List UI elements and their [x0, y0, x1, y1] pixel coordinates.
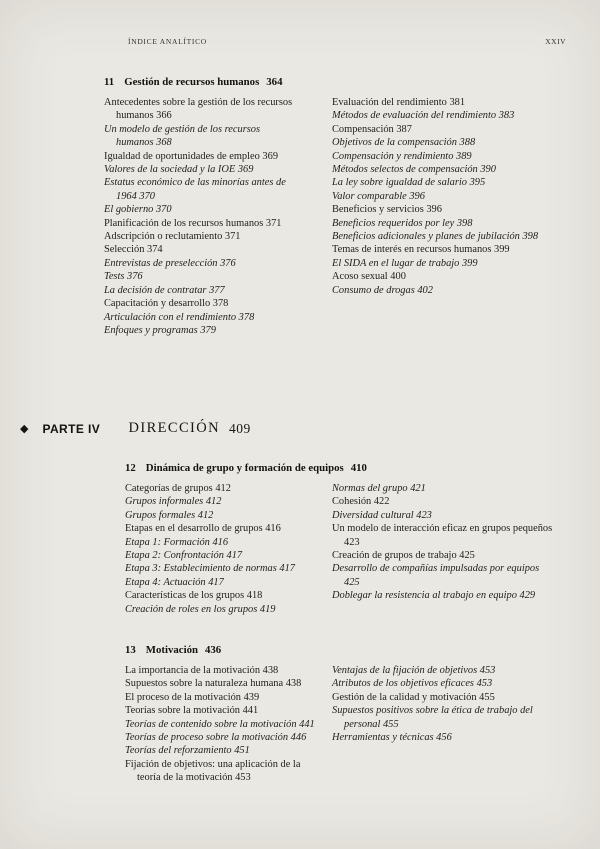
toc-entry-label: El SIDA en el lugar de trabajo — [332, 257, 462, 269]
toc-entry — [332, 704, 556, 731]
toc-entry — [125, 731, 320, 744]
part-label: PARTE IV — [42, 421, 101, 436]
toc-entry-label: Beneficios adicionales y planes de jubilación — [332, 231, 523, 243]
toc-entry-page: 422 — [373, 496, 390, 508]
toc-entry-page: 383 — [498, 110, 515, 122]
toc-entry — [104, 257, 300, 270]
toc-entry-page: 446 — [290, 732, 307, 744]
toc-entry-page: 417 — [208, 576, 224, 588]
toc-entry-label: La importancia de la motivación — [125, 665, 263, 676]
toc-entry-label: Etapa 2: Confrontación — [125, 550, 227, 562]
toc-entry-label: Valor comparable — [332, 190, 410, 202]
toc-entry — [332, 163, 556, 176]
toc-entry-page: 368 — [156, 137, 172, 149]
chapter-title: Gestión de recursos humanos — [124, 76, 260, 88]
toc-entry — [104, 270, 300, 283]
toc-entry — [332, 150, 556, 163]
chapter-heading — [125, 644, 556, 657]
toc-entry-label: Igualdad de oportunidades de empleo — [104, 150, 263, 162]
toc-entry — [332, 109, 556, 122]
toc-entry — [104, 297, 300, 310]
toc-entry-label: Enfoques y programas — [104, 324, 201, 336]
toc-entry-label: Temas de interés en recursos humanos — [332, 244, 495, 256]
toc-entry-label: Fijación de objetivos: una aplicación de la teoría de la motivación — [125, 758, 301, 784]
toc-entry-label: Doblegar la resistencia al trabajo en equipo — [332, 590, 520, 602]
toc-entry — [332, 203, 556, 216]
toc-entry-label: Etapa 1: Formación — [125, 536, 213, 548]
toc-entry — [332, 96, 556, 109]
toc-entry-label: Compensación y rendimiento — [332, 150, 456, 162]
diamond-icon: ◆ — [20, 422, 29, 435]
toc-entry-page: 398 — [456, 217, 473, 229]
toc-entry — [125, 677, 320, 690]
toc-entry-page: 370 — [139, 190, 155, 202]
toc-entry-page: 412 — [215, 483, 231, 494]
chapter-page: 364 — [266, 76, 283, 88]
toc-entry-label: Entrevistas de preselección — [104, 257, 221, 269]
toc-entry-page: 421 — [410, 483, 426, 494]
toc-entry-page: 369 — [237, 164, 254, 176]
toc-entry — [332, 257, 556, 270]
toc-entry-page: 412 — [197, 509, 214, 521]
toc-entry — [332, 677, 556, 690]
chapter-columns — [104, 96, 556, 337]
toc-entry-label: Desarrollo de compañías impulsadas por equipos — [332, 563, 540, 575]
chapter-heading — [125, 462, 556, 475]
running-head: ÍNDICE ANALÍTICO — [128, 37, 207, 46]
toc-entry-page: 453 — [476, 678, 493, 690]
toc-entry-label: Teorías del reforzamiento — [125, 745, 235, 757]
toc-entry — [125, 664, 320, 677]
folio-page-number: XXIV — [545, 37, 566, 46]
toc-entry-page: 376 — [127, 271, 143, 283]
toc-entry-label: Planificación de los recursos humanos — [104, 217, 266, 229]
toc-entry-page: 441 — [242, 705, 259, 717]
chapter-13-section — [125, 644, 556, 785]
toc-entry-page: 439 — [243, 691, 260, 703]
toc-entry-label: Características de los grupos — [125, 590, 247, 602]
toc-entry-label: Antecedentes sobre la gestión de los recursos humanos — [104, 97, 293, 122]
toc-entry-page: 371 — [265, 217, 282, 229]
toc-entry-label: Beneficios y servicios — [332, 204, 427, 216]
toc-entry — [332, 549, 556, 562]
toc-entry — [125, 509, 320, 522]
toc-entry — [104, 150, 300, 163]
toc-entry — [125, 758, 320, 785]
toc-entry-page: 455 — [382, 718, 399, 730]
toc-entry — [332, 495, 556, 508]
toc-entry-label: Creación de roles en los grupos — [125, 603, 260, 615]
toc-entry — [332, 136, 556, 149]
toc-entry-label: Etapa 3: Establecimiento de normas — [125, 563, 280, 575]
part-divider — [20, 420, 251, 437]
toc-entry — [332, 230, 556, 243]
toc-entry — [332, 664, 556, 677]
toc-entry-label: Adscripción o reclutamiento — [104, 231, 225, 243]
toc-entry-page: 395 — [469, 177, 486, 189]
toc-entry — [125, 704, 320, 717]
toc-entry-page: 369 — [262, 150, 279, 162]
toc-entry-label: El gobierno — [104, 204, 156, 216]
toc-entry-label: Objetivos de la compensación — [332, 137, 460, 149]
toc-entry — [104, 284, 300, 297]
toc-entry-label: Grupos informales — [125, 496, 206, 508]
toc-entry-label: Teorías de proceso sobre la motivación — [125, 732, 291, 744]
toc-entry-page: 399 — [494, 244, 510, 256]
toc-entry-page: 399 — [461, 257, 478, 269]
toc-entry-page: 429 — [519, 590, 536, 602]
chapter-title: Dinámica de grupo y formación de equipos — [145, 462, 344, 474]
toc-entry-page: 376 — [220, 257, 236, 269]
toc-entry-label: Tests — [104, 271, 128, 283]
toc-entry-page: 425 — [459, 550, 475, 562]
toc-entry — [125, 603, 320, 616]
toc-entry-page: 425 — [344, 576, 360, 588]
toc-entry-page: 377 — [209, 284, 225, 296]
toc-entry-label: Un modelo de gestión de los recursos humanos — [104, 123, 261, 149]
toc-entry — [332, 562, 556, 589]
toc-entry-page: 456 — [436, 732, 452, 744]
toc-entry-page: 400 — [390, 271, 406, 283]
toc-entry — [104, 217, 300, 230]
toc-entry — [104, 123, 300, 150]
toc-entry — [332, 243, 556, 256]
toc-entry — [104, 203, 300, 216]
toc-entry-label: Métodos selectos de compensación — [332, 164, 481, 176]
toc-entry — [332, 482, 556, 495]
toc-entry-label: Teorías de contenido sobre la motivación — [125, 718, 300, 730]
toc-entry-page: 378 — [238, 311, 255, 323]
toc-entry-page: 419 — [259, 603, 276, 615]
chapter-page: 410 — [350, 462, 367, 474]
toc-entry — [104, 243, 300, 256]
toc-entry-label: Un modelo de interacción eficaz en grupos pequeños — [332, 523, 553, 535]
toc-entry-page: 453 — [235, 772, 251, 784]
toc-entry — [125, 495, 320, 508]
toc-entry — [332, 270, 556, 283]
toc-entry-label: Diversidad cultural — [332, 509, 417, 521]
toc-entry-label: Grupos formales — [125, 509, 198, 521]
toc-entry — [125, 589, 320, 602]
toc-entry-page: 455 — [479, 691, 495, 703]
toc-entry-label: Etapa 4: Actuación — [125, 576, 209, 588]
toc-entry-page: 412 — [205, 496, 222, 508]
toc-entry — [125, 691, 320, 704]
left-column — [125, 664, 320, 785]
toc-entry-page: 366 — [156, 110, 172, 122]
toc-entry-page: 396 — [426, 204, 442, 216]
toc-entry-label: Supuestos sobre la naturaleza humana — [125, 678, 286, 690]
toc-entry — [332, 123, 556, 136]
toc-entry — [104, 163, 300, 176]
toc-entry-label: Gestión de la calidad y motivación — [332, 691, 480, 703]
toc-entry-label: Ventajas de la fijación de objetivos — [332, 665, 480, 676]
toc-entry-page: 423 — [344, 536, 360, 548]
toc-entry-label: Normas del grupo — [332, 483, 411, 494]
toc-entry-page: 441 — [299, 718, 315, 730]
toc-entry — [332, 731, 556, 744]
toc-entry — [125, 562, 320, 575]
toc-entry-label: Métodos de evaluación del rendimiento — [332, 110, 499, 122]
toc-entry-page: 379 — [200, 324, 216, 336]
toc-entry-page: 390 — [480, 164, 496, 176]
toc-entry-page: 417 — [226, 550, 243, 562]
toc-entry-page: 451 — [234, 745, 250, 757]
toc-entry — [125, 549, 320, 562]
part-title: DIRECCIÓN — [128, 420, 221, 436]
toc-entry-label: Selección — [104, 244, 147, 256]
toc-entry-page: 388 — [459, 137, 476, 149]
toc-entry — [332, 217, 556, 230]
right-column — [332, 482, 556, 603]
toc-entry — [332, 190, 556, 203]
toc-entry-page: 389 — [456, 150, 472, 162]
toc-entry — [125, 576, 320, 589]
toc-entry-page: 371 — [224, 231, 241, 243]
toc-entry — [332, 509, 556, 522]
toc-entry-label: Supuestos positivos sobre la ética de trabajo del personal — [332, 705, 533, 730]
toc-entry-label: La ley sobre igualdad de salario — [332, 177, 470, 189]
toc-entry-page: 387 — [396, 123, 412, 135]
toc-entry-label: Herramientas y técnicas — [332, 732, 437, 744]
toc-entry-label: Evaluación del rendimiento — [332, 97, 450, 108]
part-page: 409 — [229, 420, 251, 436]
toc-entry — [332, 522, 556, 549]
toc-entry — [332, 589, 556, 602]
left-column — [125, 482, 320, 616]
chapter-page: 436 — [204, 644, 222, 656]
toc-entry-page: 398 — [522, 231, 539, 243]
toc-entry-label: Atributos de los objetivos eficaces — [332, 678, 477, 690]
toc-entry-page: 381 — [449, 97, 466, 108]
toc-entry-page: 453 — [479, 665, 496, 676]
toc-entry — [125, 744, 320, 757]
toc-entry-page: 416 — [212, 536, 229, 548]
toc-entry — [125, 522, 320, 535]
chapter-columns — [125, 482, 556, 616]
toc-entry-label: La decisión de contratar — [104, 284, 210, 296]
chapter-title: Motivación — [145, 644, 198, 656]
toc-entry — [332, 691, 556, 704]
chapter-number: 11 — [104, 76, 115, 88]
toc-entry-label: Compensación — [332, 123, 397, 135]
left-column — [104, 96, 300, 337]
toc-entry-label: Etapas en el desarrollo de grupos — [125, 523, 266, 535]
toc-entry — [332, 284, 556, 297]
toc-entry — [104, 230, 300, 243]
right-column — [332, 96, 556, 297]
toc-entry — [332, 176, 556, 189]
toc-entry-page: 402 — [417, 284, 433, 296]
toc-entry-page: 416 — [265, 523, 281, 535]
toc-entry-label: Estatus económico de las minorías antes de 1964 — [104, 177, 286, 202]
toc-entry — [125, 718, 320, 731]
toc-entry — [125, 482, 320, 495]
right-column — [332, 664, 556, 744]
toc-entry-page: 378 — [212, 298, 229, 310]
toc-entry-page: 417 — [279, 563, 295, 575]
chapter-12-section — [125, 462, 556, 616]
toc-entry-page: 423 — [416, 509, 432, 521]
toc-entry-label: Categorías de grupos — [125, 483, 216, 494]
chapter-11-section — [104, 76, 556, 337]
toc-entry-label: Articulación con el rendimiento — [104, 311, 239, 323]
chapter-heading — [104, 76, 556, 89]
toc-entry-label: Beneficios requeridos por ley — [332, 217, 457, 229]
toc-entry-label: Cohesión — [332, 496, 374, 508]
toc-entry-label: Creación de grupos de trabajo — [332, 550, 460, 562]
toc-entry-page: 374 — [147, 244, 163, 256]
chapter-number: 12 — [125, 462, 136, 474]
toc-entry-page: 418 — [246, 590, 263, 602]
toc-entry — [104, 311, 300, 324]
toc-entry-label: Capacitación y desarrollo — [104, 298, 213, 310]
toc-entry — [104, 176, 300, 203]
toc-entry — [104, 96, 300, 123]
toc-entry — [104, 324, 300, 337]
toc-entry-page: 438 — [285, 678, 302, 690]
toc-entry-label: Teorías sobre la motivación — [125, 705, 243, 717]
toc-entry-label: El proceso de la motivación — [125, 691, 244, 703]
chapter-columns — [125, 664, 556, 785]
toc-entry — [125, 536, 320, 549]
toc-entry-page: 370 — [155, 204, 172, 216]
chapter-number: 13 — [125, 644, 136, 656]
toc-entry-page: 396 — [409, 190, 425, 202]
toc-entry-label: Consumo de drogas — [332, 284, 418, 296]
toc-entry-label: Acoso sexual — [332, 271, 391, 283]
toc-entry-label: Valores de la sociedad y la IOE — [104, 164, 238, 176]
toc-entry-page: 438 — [262, 665, 279, 676]
